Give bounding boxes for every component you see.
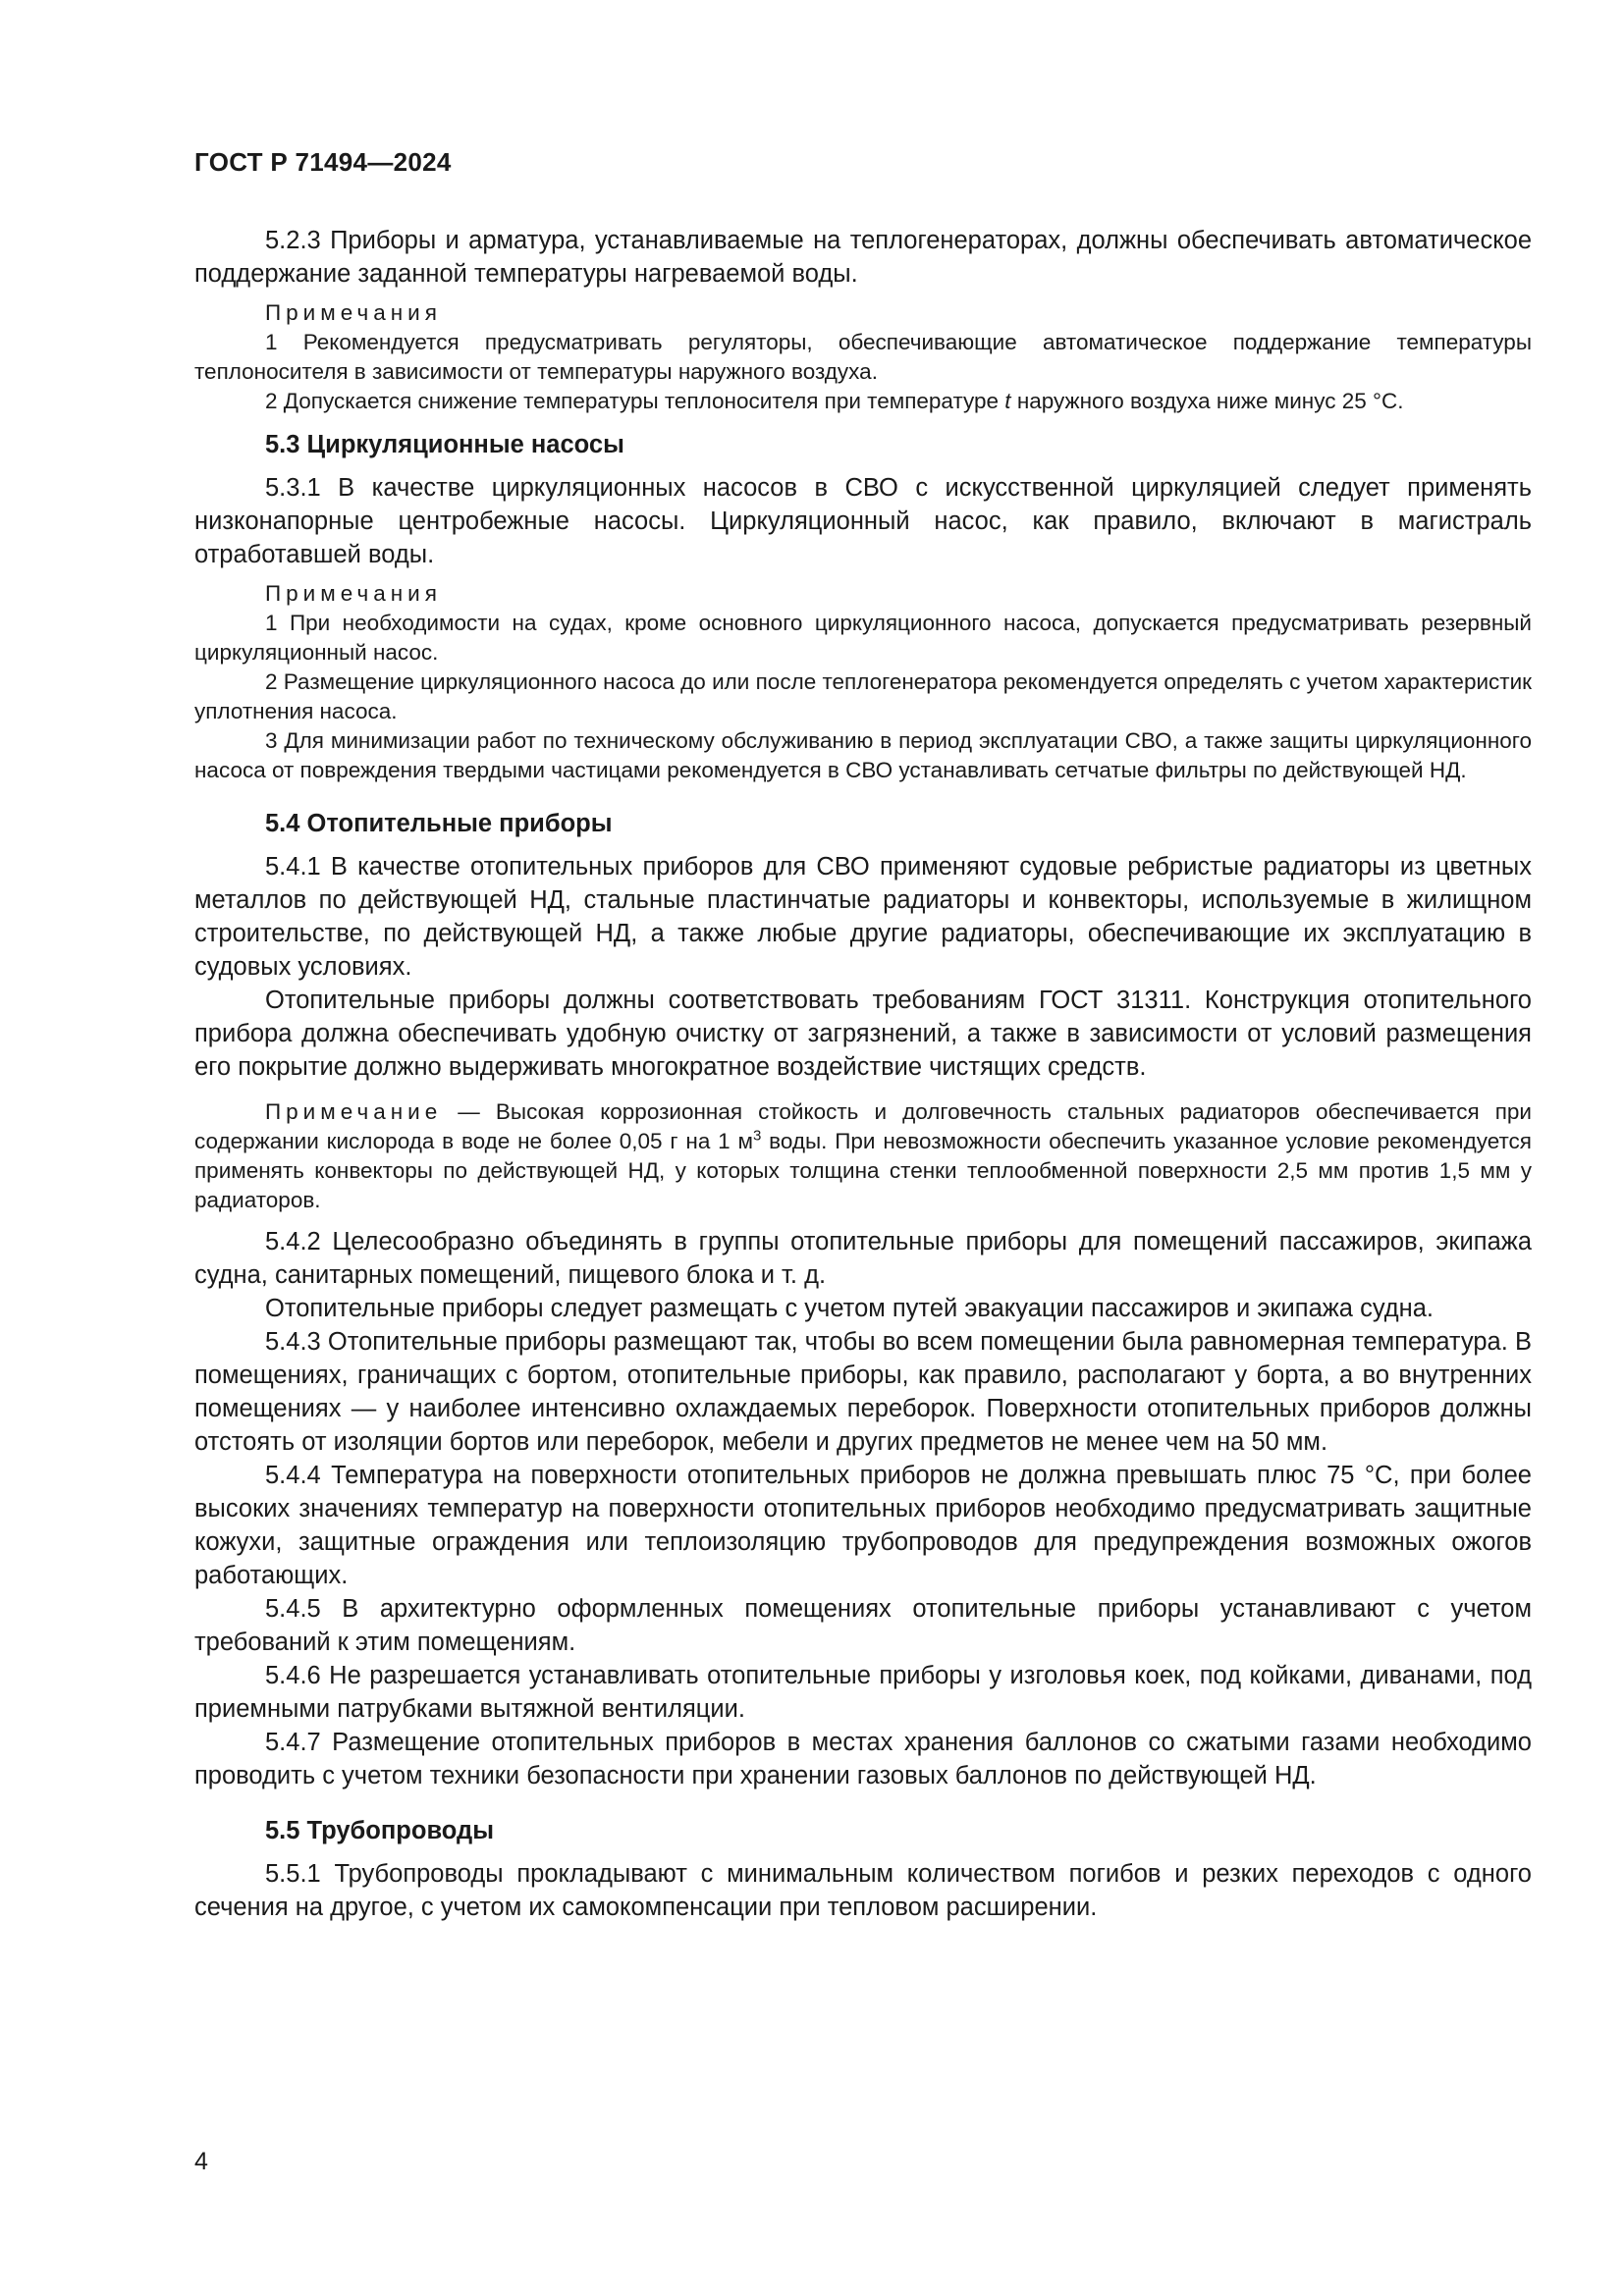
superscript: 3 <box>752 1127 762 1145</box>
paragraph-5-4-2-cont: Отопительные приборы следует размещать с учетом путей эвакуации пассажиров и экипажа судна. <box>265 1295 1434 1322</box>
note-text: наружного воздуха ниже минус 25 °С. <box>1016 389 1404 413</box>
note-label: Примечание <box>265 1099 443 1124</box>
section-heading-5-3: 5.3 Циркуляционные насосы <box>265 431 624 458</box>
paragraph-5-5-1: 5.5.1 Трубопроводы прокладывают с минимальным количеством погибов и резких переходов с одного сечения на другое, с учетом их самокомпенсации при тепловом расширении. <box>194 1860 1532 1921</box>
notes-label: Примечания <box>265 581 442 606</box>
paragraph-5-4-1: 5.4.1 В качестве отопительных приборов для СВО применяют судовые ребристые радиаторы из цветных металлов по действующей НД, стальные пластинчатые радиаторы и конвекторы, используемые в жилищном строительстве, по действующей НД, а также любые другие радиаторы, обеспечивающие их эксплуатацию в судовых условиях. <box>194 853 1532 981</box>
note-variable: t <box>1004 389 1011 413</box>
paragraph-5-4-2: 5.4.2 Целесообразно объединять в группы отопительные приборы для помещений пассажиров, экипажа судна, санитарных помещений, пищевого блока и т. д. <box>194 1228 1532 1289</box>
page-number: 4 <box>194 2148 208 2175</box>
notes-label: Примечания <box>265 300 442 325</box>
paragraph-5-4-5: 5.4.5 В архитектурно оформленных помещениях отопительные приборы устанавливают с учетом требований к этим помещениям. <box>194 1595 1532 1656</box>
paragraph-5-3-1: 5.3.1 В качестве циркуляционных насосов в СВО с искусственной циркуляцией следует применять низконапорные центробежные насосы. Циркуляционный насос, как правило, включают в магистраль отработавшей воды. <box>194 474 1532 568</box>
note-item: 1 Рекомендуется предусматривать регуляторы, обеспечивающие автоматическое поддержание температуры теплоносителя в зависимости от температуры наружного воздуха. <box>194 330 1532 384</box>
page-content <box>194 224 1532 1924</box>
paragraph-5-2-3: 5.2.3 Приборы и арматура, устанавливаемые на теплогенераторах, должны обеспечивать автоматическое поддержание заданной температуры нагреваемой воды. <box>194 227 1532 288</box>
section-heading-5-5: 5.5 Трубопроводы <box>265 1817 494 1844</box>
section-heading-5-4: 5.4 Отопительные приборы <box>265 810 613 837</box>
note-text: 2 Допускается снижение температуры теплоносителя при температуре <box>265 389 1000 413</box>
note-item: 3 Для минимизации работ по техническому обслуживанию в период эксплуатации СВО, а также защиты циркуляционного насоса от повреждения твердыми частицами рекомендуется в СВО устанавливать сетчатые фильтры по действующей НД. <box>194 728 1532 782</box>
paragraph-5-4-7: 5.4.7 Размещение отопительных приборов в местах хранения баллонов со сжатыми газами необходимо проводить с учетом техники безопасности при хранении газовых баллонов по действующей НД. <box>194 1729 1532 1789</box>
paragraph-5-4-6: 5.4.6 Не разрешается устанавливать отопительные приборы у изголовья коек, под койками, диванами, под приемными патрубками вытяжной вентиляции. <box>194 1662 1532 1723</box>
note-single <box>194 1097 1532 1215</box>
note-text: воды. При невозможности обеспечить указанное условие рекомендуется применять конвекторы по действующей НД, у которых толщина стенки теплообменной поверхности 2,5 мм против 1,5 мм у радиаторов. <box>194 1129 1532 1212</box>
note-item: 2 Размещение циркуляционного насоса до или после теплогенератора рекомендуется определять с учетом характеристик уплотнения насоса. <box>194 669 1532 723</box>
paragraph-5-4-4: 5.4.4 Температура на поверхности отопительных приборов не должна превышать плюс 75 °С, при более высоких значениях температур на поверхности отопительных приборов необходимо предусматривать защитные кожухи, защитные ограждения или теплоизоляцию трубопроводов для предупреждения возможных ожогов работающих. <box>194 1462 1532 1589</box>
note-item: 1 При необходимости на судах, кроме основного циркуляционного насоса, допускается предусматривать резервный циркуляционный насос. <box>194 611 1532 665</box>
document-code-header: ГОСТ Р 71494—2024 <box>194 147 452 177</box>
paragraph-5-4-3: 5.4.3 Отопительные приборы размещают так, чтобы во всем помещении была равномерная температура. В помещениях, граничащих с бортом, отопительные приборы, как правило, располагают у борта, а во внутренних помещениях — у наиболее интенсивно охлаждаемых переборок. Поверхности отопительных приборов должны отстоять от изоляции бортов или переборок, мебели и других предметов не менее чем на 50 мм. <box>194 1328 1532 1456</box>
note-text: — Высокая коррозионная стойкость и долговечность стальных радиаторов обеспечивается при содержании кислорода в воде не более 0,05 г на 1 м <box>194 1099 1532 1153</box>
paragraph-5-4-1-cont: Отопительные приборы должны соответствовать требованиям ГОСТ 31311. Конструкция отопительного прибора должна обеспечивать удобную очистку от загрязнений, а также в зависимости от условий размещения его покрытие должно выдерживать многократное воздействие чистящих средств. <box>194 987 1532 1081</box>
note-item <box>194 387 1532 416</box>
